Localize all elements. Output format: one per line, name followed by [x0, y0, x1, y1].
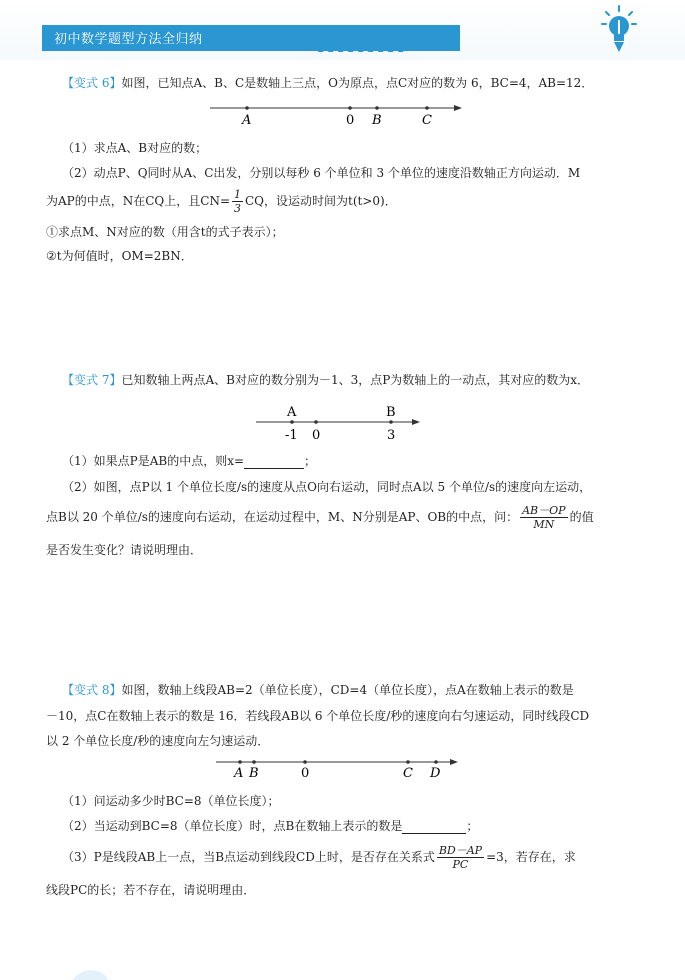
problem7-q1-end: ；: [304, 454, 317, 468]
label-a: A: [242, 113, 252, 128]
tick-a: [238, 760, 242, 764]
problem6-q2-line2: [46, 186, 397, 216]
problem8-line2: －10，点C在数轴上表示的数是 16．若线段AB以 6 个单位长度/秒的速度向右匀速运动，同时线段CD: [46, 709, 590, 723]
problem6-q2-line1: （2）动点P、Q同时从A、C出发，分别以每秒 6 个单位和 3 个单位的速度沿数轴正方向运动．M: [62, 166, 581, 180]
tick-b: [375, 106, 379, 110]
problem6-statement: [62, 75, 593, 91]
tick-o: [348, 106, 352, 110]
axis-arrow: [454, 105, 462, 111]
problem8-q3-text-a: （3）P是线段AB上一点，当B点运动到线段CD上时，是否存在关系式: [62, 850, 435, 864]
problem8-q2: [62, 818, 478, 834]
problem7-text: 已知数轴上两点A、B对应的数分别为－1、3，点P为数轴上的一动点，其对应的数为x．: [121, 373, 590, 387]
problem6-q2-text-a: 为AP的中点，N在CQ上，且CN=: [46, 194, 230, 208]
problem7-q2-line2: [46, 500, 594, 534]
header-title: 初中数学题型方法全归纳: [54, 32, 203, 47]
fraction-bd-ap-over-pc: [437, 844, 484, 871]
label-c: C: [422, 113, 432, 128]
answer-blank: [244, 456, 304, 469]
problem6-sub2: ②t为何值时，OM=2BN．: [46, 249, 193, 263]
label-three: 3: [387, 428, 396, 442]
fraction-denominator: PC: [452, 858, 469, 871]
tick-o: [303, 760, 307, 764]
corner-decoration: [70, 962, 110, 980]
fraction-one-third: [232, 188, 243, 215]
number-line-7: [250, 402, 430, 442]
axis-arrow: [412, 419, 420, 425]
problem8-tag: 【变式 8】: [62, 683, 122, 697]
label-a: A: [287, 405, 297, 420]
label-b: B: [386, 405, 396, 420]
problem7-q2-text-a: 点B以 20 个单位/s的速度向右运动，在运动过程中，M、N分别是AP、OB的中点，问：: [46, 510, 519, 524]
problem8-text: 如图，数轴上线段AB=2（单位长度），CD=4（单位长度），点A在数轴上表示的数是: [121, 683, 574, 697]
problem8-q1: （1）问运动多少时BC=8（单位长度）；: [62, 794, 280, 808]
label-d: D: [430, 766, 441, 781]
tick-a: [290, 420, 294, 424]
label-o: 0: [301, 766, 310, 781]
problem6-sub1: ①求点M、N对应的数（用含t的式子表示）；: [46, 225, 284, 239]
number-line-8: [212, 752, 472, 784]
problem8-q3-line1: [62, 840, 576, 874]
problem7-q2-line1: （2）如图，点P以 1 个单位长度/s的速度从点O向右运动，同时点A以 5 个单位/s的速度向左运动，: [62, 480, 592, 494]
lightbulb-pen-icon: [600, 4, 638, 54]
number-line-6: [200, 98, 470, 130]
fraction-numerator: BD－AP: [438, 844, 483, 857]
tick-b: [252, 760, 256, 764]
label-o: 0: [346, 113, 355, 128]
fraction-numerator: 1: [234, 188, 241, 201]
problem7-q2-line3: 是否发生变化？请说明理由．: [46, 543, 203, 557]
tick-d: [434, 760, 438, 764]
tick-b: [389, 420, 393, 424]
answer-blank: [402, 821, 466, 834]
label-a: A: [234, 766, 244, 781]
label-zero: 0: [312, 428, 321, 442]
tick-a: [245, 106, 249, 110]
axis-arrow: [450, 759, 458, 765]
problem8-line3: 以 2 个单位长度/秒的速度向左匀速运动．: [46, 734, 270, 748]
problem7-tag: 【变式 7】: [62, 373, 122, 387]
problem8-q2-end: ；: [466, 819, 479, 833]
problem6-q2-text-b: CQ，设运动时间为t(t>0)．: [245, 194, 397, 208]
problem8-q3-line2: 线段PC的长；若不存在，请说明理由．: [46, 883, 256, 897]
label-b: B: [249, 766, 259, 781]
tick-c: [406, 760, 410, 764]
fraction-ab-op-over-mn: [520, 504, 567, 531]
problem8-q2-text: （2）当运动到BC=8（单位长度）时，点B在数轴上表示的数是: [62, 819, 403, 833]
problem6-text: 如图，已知点A、B、C是数轴上三点，O为原点，点C对应的数为 6，BC=4，AB=12．: [121, 76, 594, 90]
problem8-q3-text-b: =3，若存在，求: [486, 850, 576, 864]
fraction-denominator: 3: [234, 202, 241, 215]
label-b: B: [372, 113, 382, 128]
label-minus-one: -1: [285, 428, 298, 442]
fraction-denominator: MN: [533, 518, 555, 531]
problem6-q1: （1）求点A、B对应的数；: [62, 141, 208, 155]
header-stripes: [318, 18, 418, 52]
problem8-line1: [62, 682, 574, 698]
problem7-q2-text-b: 的值: [569, 510, 594, 524]
tick-c: [425, 106, 429, 110]
problem7-q1: [62, 453, 316, 469]
problem7-statement: [62, 372, 589, 388]
tick-o: [314, 420, 318, 424]
fraction-numerator: AB－OP: [522, 504, 566, 517]
problem7-q1-text: （1）如果点P是AB的中点，则x=: [62, 454, 245, 468]
label-c: C: [403, 766, 413, 781]
problem6-tag: 【变式 6】: [62, 76, 122, 90]
